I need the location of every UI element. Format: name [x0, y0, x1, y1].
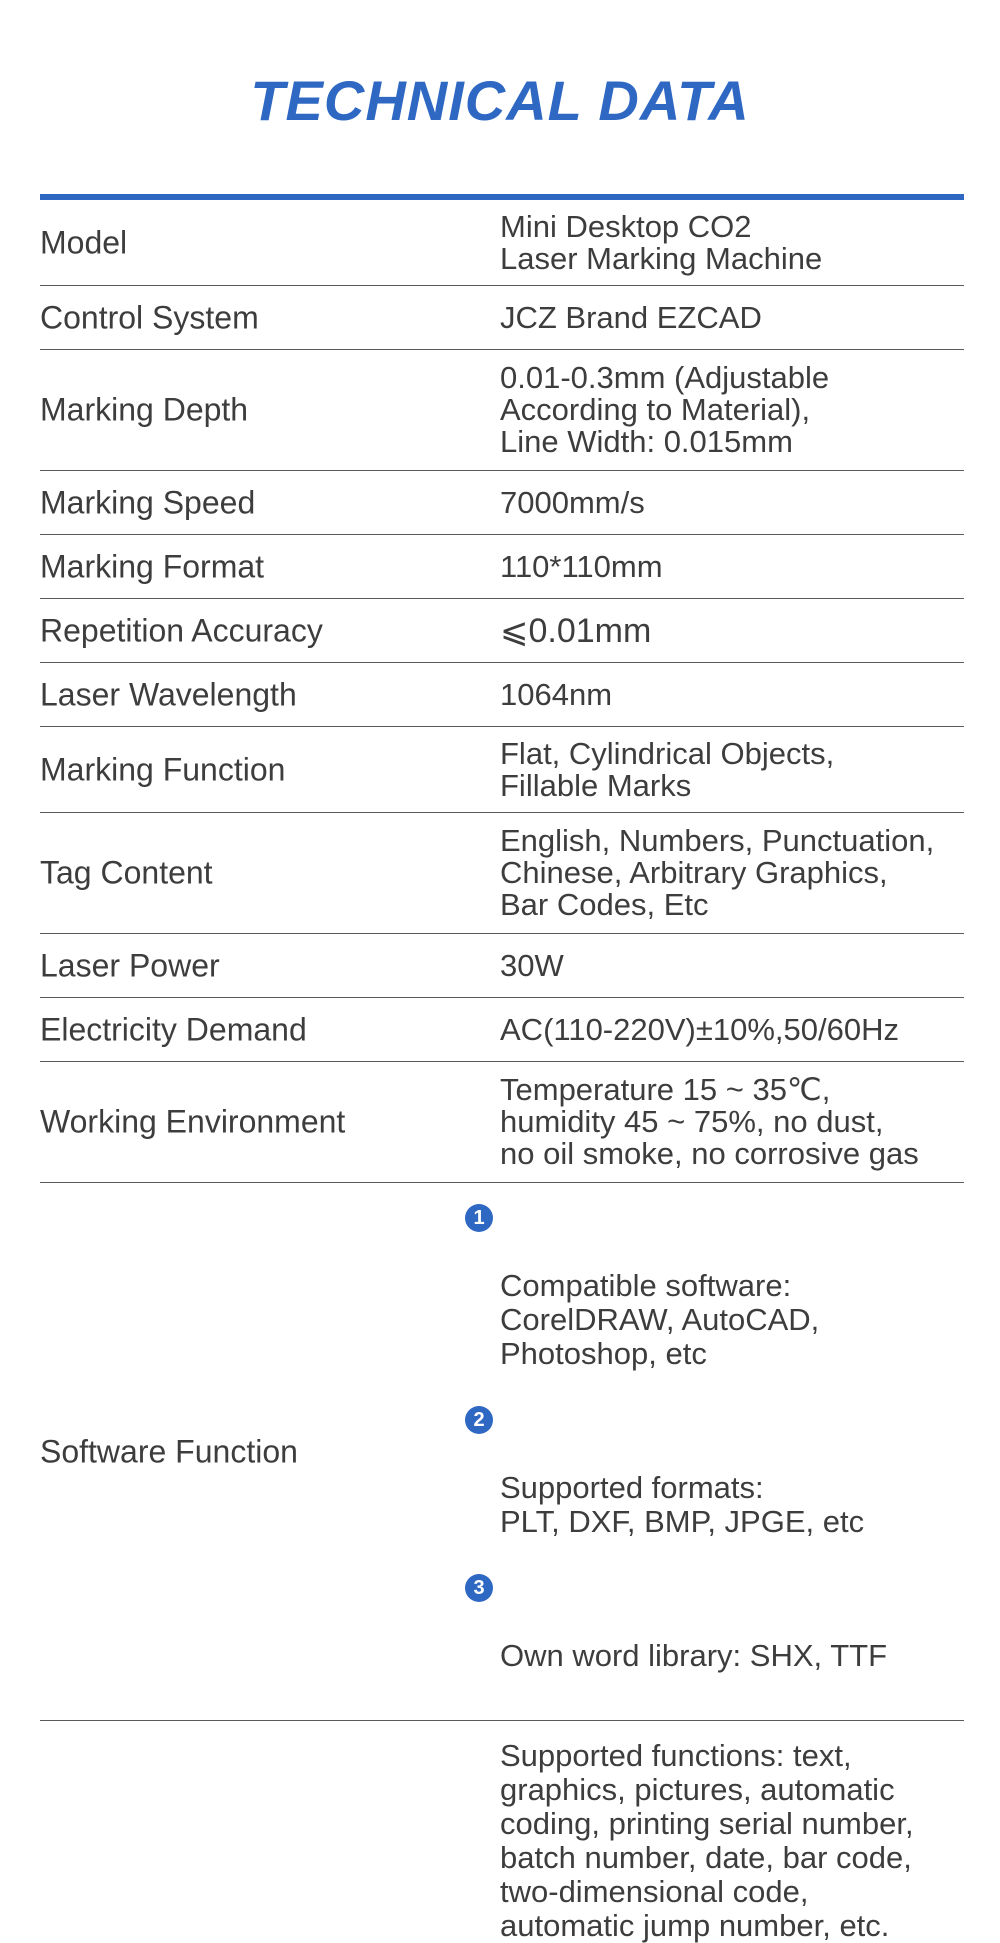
spec-value: ⩽0.01mm — [500, 611, 652, 650]
spec-row-working-environment — [40, 1062, 964, 1183]
spec-label: Laser Wavelength — [40, 676, 297, 712]
spec-label: Electricity Demand — [40, 1011, 307, 1047]
page-title: TECHNICAL DATA — [250, 69, 750, 132]
spec-value: 7000mm/s — [500, 484, 645, 520]
number-badge-3-icon: 3 — [465, 1574, 493, 1602]
spec-value: 0.01-0.3mm (Adjustable According to Material), Line Width: 0.015mm — [500, 360, 830, 459]
spec-row-marking-format — [40, 535, 964, 599]
spec-label: Repetition Accuracy — [40, 612, 323, 648]
spec-label: Software Function — [40, 1433, 298, 1469]
number-badge-2-icon: 2 — [465, 1406, 493, 1434]
spec-label: Laser Power — [40, 947, 220, 983]
spec-row-repetition-accuracy — [40, 599, 964, 663]
spec-value: 110*110mm — [500, 548, 663, 584]
software-item — [460, 1403, 980, 1539]
spec-label: Control System — [40, 299, 259, 335]
software-item — [460, 1705, 980, 1943]
number-badge-1-icon: 1 — [465, 1204, 493, 1232]
spec-row-laser-power — [40, 934, 964, 998]
spec-row-control-system — [40, 286, 964, 350]
software-item-text: Supported functions: text, graphics, pictures, automatic coding, printing serial number, batch number, date, bar code, two-dimensional code, automatic jump number, etc. — [500, 1738, 914, 1943]
spec-label: Working Environment — [40, 1103, 346, 1140]
spec-value: Flat, Cylindrical Objects, Fillable Marks — [500, 735, 835, 803]
software-item-text: Own word library: SHX, TTF — [500, 1638, 888, 1673]
software-function-list — [460, 1201, 980, 1943]
spec-value: JCZ Brand EZCAD — [500, 299, 762, 335]
spec-value: AC(110-220V)±10%,50/60Hz — [500, 1011, 899, 1047]
spec-value: Temperature 15 ~ 35℃, humidity 45 ~ 75%, no dust, no oil smoke, no corrosive gas — [500, 1072, 919, 1171]
spec-label: Tag Content — [40, 854, 213, 891]
software-item — [460, 1201, 980, 1371]
spec-label: Marking Speed — [40, 484, 256, 520]
spec-row-marking-depth — [40, 350, 964, 471]
spec-label: Marking Function — [40, 751, 286, 787]
software-item-text: Compatible software: CorelDRAW, AutoCAD, Photoshop, etc — [500, 1268, 820, 1371]
spec-row-software-function — [40, 1183, 964, 1943]
software-item-text: Supported formats: PLT, DXF, BMP, JPGE, etc — [500, 1470, 865, 1539]
spec-row-model — [40, 200, 964, 286]
spec-row-tag-content — [40, 813, 964, 934]
spec-value: 30W — [500, 947, 564, 983]
spec-value: 1064nm — [500, 676, 613, 712]
spec-row-electricity-demand — [40, 998, 964, 1062]
spec-value: English, Numbers, Punctuation, Chinese, Arbitrary Graphics, Bar Codes, Etc — [500, 823, 935, 922]
spec-label: Marking Depth — [40, 391, 249, 428]
software-item — [460, 1571, 980, 1673]
spec-row-marking-function — [40, 727, 964, 813]
spec-row-laser-wavelength — [40, 663, 964, 727]
spec-label: Model — [40, 224, 128, 260]
spec-label: Marking Format — [40, 548, 265, 584]
spec-row-marking-speed — [40, 471, 964, 535]
spec-value: Mini Desktop CO2 Laser Marking Machine — [500, 208, 823, 276]
spec-table — [40, 200, 964, 1943]
